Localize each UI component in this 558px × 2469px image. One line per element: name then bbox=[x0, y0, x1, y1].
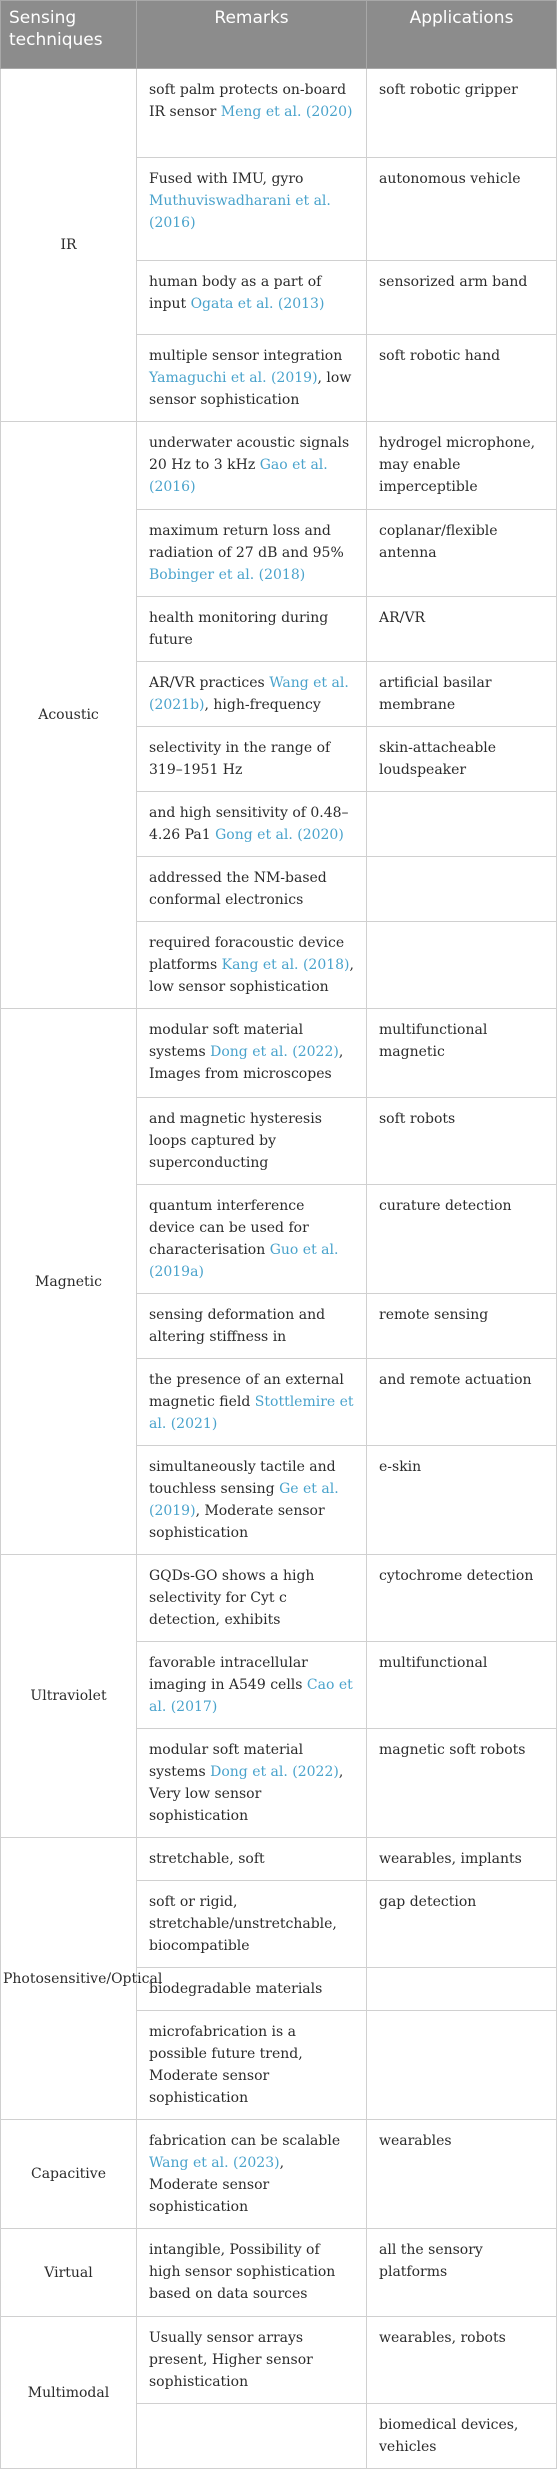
remark-suffix-text: , high-frequency bbox=[204, 697, 321, 713]
remark-text: sensing deformation and altering stiffness in bbox=[149, 1307, 326, 1345]
applications-cell: soft robots bbox=[367, 1098, 557, 1185]
citation-link[interactable]: Bobinger et al. (2018) bbox=[149, 567, 306, 583]
applications-cell: coplanar/flexible antenna bbox=[367, 510, 557, 597]
citation-link[interactable]: Ogata et al. (2013) bbox=[190, 296, 325, 312]
applications-cell bbox=[367, 922, 557, 1009]
applications-cell: and remote actuation bbox=[367, 1359, 557, 1446]
remark-text: GQDs-GO shows a high selectivity for Cyt c detection, exhibits bbox=[149, 1568, 315, 1628]
remark-suffix-text: , low sensor sophistication bbox=[149, 957, 354, 995]
applications-cell bbox=[367, 1968, 557, 2011]
remark-text: stretchable, soft bbox=[149, 1851, 265, 1867]
remark-text: intangible, Possibility of high sensor sophistication based on data sources bbox=[149, 2242, 336, 2302]
remark-text: Usually sensor arrays present, Higher sensor sophistication bbox=[149, 2330, 313, 2390]
applications-cell: curature detection bbox=[367, 1185, 557, 1294]
remarks-cell bbox=[137, 261, 367, 335]
remarks-cell bbox=[137, 1555, 367, 1642]
table-row bbox=[1, 1555, 557, 1642]
remark-text: soft palm protects on-board IR sensor bbox=[149, 82, 347, 120]
remark-text: favorable intracellular imaging in A549 cells bbox=[149, 1655, 308, 1693]
remark-text: the presence of an external magnetic field bbox=[149, 1372, 344, 1410]
remark-text: soft or rigid, stretchable/unstretchable, biocompatible bbox=[149, 1894, 337, 1954]
remarks-cell bbox=[137, 335, 367, 422]
applications-cell: gap detection bbox=[367, 1881, 557, 1968]
remarks-cell bbox=[137, 922, 367, 1009]
remark-text: modular soft material systems bbox=[149, 1022, 304, 1060]
sensing-technique-cell: IR bbox=[1, 69, 137, 422]
applications-cell: artificial basilar membrane bbox=[367, 662, 557, 727]
remark-text: selectivity in the range of 319–1951 Hz bbox=[149, 740, 331, 778]
citation-link[interactable]: Dong et al. (2022) bbox=[210, 1764, 339, 1780]
remarks-cell bbox=[137, 1009, 367, 1098]
applications-cell: soft robotic gripper bbox=[367, 69, 557, 158]
remarks-cell bbox=[137, 1729, 367, 1838]
remark-suffix-text: , low sensor sophistication bbox=[149, 370, 352, 408]
remarks-cell bbox=[137, 857, 367, 922]
sensing-technique-cell: Multimodal bbox=[1, 2317, 137, 2469]
remark-text: modular soft material systems bbox=[149, 1742, 304, 1780]
remark-suffix-text: , Moderate sensor sophistication bbox=[149, 2155, 285, 2215]
applications-cell: autonomous vehicle bbox=[367, 158, 557, 261]
citation-link[interactable]: Meng et al. (2020) bbox=[220, 104, 353, 120]
sensing-technique-cell: Photosensitive/Optical bbox=[1, 1838, 137, 2120]
header-sensing-techniques: Sensing techniques bbox=[1, 1, 137, 69]
applications-cell: magnetic soft robots bbox=[367, 1729, 557, 1838]
applications-cell: e-skin bbox=[367, 1446, 557, 1555]
remarks-cell bbox=[137, 662, 367, 727]
applications-cell bbox=[367, 792, 557, 857]
applications-cell: biomedical devices, vehicles bbox=[367, 2404, 557, 2469]
remark-text: human body as a part of input bbox=[149, 274, 322, 312]
citation-link[interactable]: Wang et al. (2021b) bbox=[149, 675, 349, 713]
table-row bbox=[1, 2317, 557, 2404]
table-row bbox=[1, 2229, 557, 2317]
applications-cell bbox=[367, 2011, 557, 2120]
citation-link[interactable]: Kang et al. (2018) bbox=[221, 957, 350, 973]
remark-text: fabrication can be scalable bbox=[149, 2133, 341, 2149]
citation-link[interactable]: Guo et al. (2019a) bbox=[149, 1242, 339, 1280]
remarks-cell bbox=[137, 158, 367, 261]
table-row bbox=[1, 1838, 557, 1881]
remark-text: AR/VR practices bbox=[149, 675, 270, 691]
sensing-technique-cell: Ultraviolet bbox=[1, 1555, 137, 1838]
remarks-cell bbox=[137, 1098, 367, 1185]
citation-link[interactable]: Wang et al. (2023) bbox=[149, 2155, 280, 2171]
remarks-cell bbox=[137, 1881, 367, 1968]
applications-cell: multifunctional bbox=[367, 1642, 557, 1729]
citation-link[interactable]: Gao et al. (2016) bbox=[149, 457, 328, 495]
applications-cell: sensorized arm band bbox=[367, 261, 557, 335]
remark-text: microfabrication is a possible future trend, Moderate sensor sophistication bbox=[149, 2024, 303, 2106]
remarks-cell bbox=[137, 1294, 367, 1359]
applications-cell: skin-attacheable loudspeaker bbox=[367, 727, 557, 792]
remark-text: and high sensitivity of 0.48–4.26 Pa1 bbox=[149, 805, 349, 843]
remark-text: and magnetic hysteresis loops captured by superconducting bbox=[149, 1111, 322, 1171]
citation-link[interactable]: Muthuviswadharani et al. (2016) bbox=[149, 193, 331, 231]
citation-link[interactable]: Yamaguchi et al. (2019) bbox=[149, 370, 318, 386]
header-row bbox=[1, 1, 557, 69]
remark-text: maximum return loss and radiation of 27 dB and 95% bbox=[149, 523, 344, 561]
sensing-technique-cell: Capacitive bbox=[1, 2120, 137, 2229]
remarks-cell bbox=[137, 1838, 367, 1881]
applications-cell: multifunctional magnetic bbox=[367, 1009, 557, 1098]
applications-cell: wearables, implants bbox=[367, 1838, 557, 1881]
table-body bbox=[1, 69, 557, 2469]
remarks-cell bbox=[137, 597, 367, 662]
remarks-cell bbox=[137, 510, 367, 597]
remarks-cell bbox=[137, 1968, 367, 2011]
applications-cell: remote sensing bbox=[367, 1294, 557, 1359]
remarks-cell bbox=[137, 2120, 367, 2229]
header-applications: Applications bbox=[367, 1, 557, 69]
remarks-cell bbox=[137, 422, 367, 510]
citation-link[interactable]: Gong et al. (2020) bbox=[215, 827, 344, 843]
citation-link[interactable]: Dong et al. (2022) bbox=[210, 1044, 339, 1060]
remark-text: simultaneously tactile and touchless sensing bbox=[149, 1459, 336, 1497]
remark-text: addressed the NM-based conformal electronics bbox=[149, 870, 327, 908]
sensing-technique-cell: Acoustic bbox=[1, 422, 137, 1009]
table-row bbox=[1, 422, 557, 510]
table-row bbox=[1, 1009, 557, 1098]
applications-cell: soft robotic hand bbox=[367, 335, 557, 422]
sensing-technique-cell: Virtual bbox=[1, 2229, 137, 2317]
remark-text: Fused with IMU, gyro bbox=[149, 171, 304, 187]
remark-suffix-text: , Moderate sensor sophistication bbox=[149, 1503, 325, 1541]
remark-suffix-text: , Very low sensor sophistication bbox=[149, 1764, 344, 1824]
remarks-cell bbox=[137, 1359, 367, 1446]
table-row bbox=[1, 69, 557, 158]
applications-cell: cytochrome detection bbox=[367, 1555, 557, 1642]
remarks-cell bbox=[137, 1446, 367, 1555]
applications-cell bbox=[367, 857, 557, 922]
sensing-technique-cell: Magnetic bbox=[1, 1009, 137, 1555]
remark-text: required foracoustic device platforms bbox=[149, 935, 345, 973]
citation-link[interactable]: Stottlemire et al. (2021) bbox=[149, 1394, 354, 1432]
remarks-cell bbox=[137, 2011, 367, 2120]
applications-cell: all the sensory platforms bbox=[367, 2229, 557, 2317]
remark-text: multiple sensor integration bbox=[149, 348, 343, 364]
remark-text: underwater acoustic signals 20 Hz to 3 kHz bbox=[149, 435, 350, 473]
remark-text: health monitoring during future bbox=[149, 610, 329, 648]
citation-link[interactable]: Ge et al. (2019) bbox=[149, 1481, 339, 1519]
remarks-cell bbox=[137, 792, 367, 857]
applications-cell: AR/VR bbox=[367, 597, 557, 662]
applications-cell: hydrogel microphone, may enable imperceptible bbox=[367, 422, 557, 510]
applications-cell: wearables, robots bbox=[367, 2317, 557, 2404]
applications-cell: wearables bbox=[367, 2120, 557, 2229]
remarks-cell bbox=[137, 1642, 367, 1729]
remarks-cell bbox=[137, 2317, 367, 2404]
remarks-cell bbox=[137, 1185, 367, 1294]
remarks-cell bbox=[137, 2404, 367, 2469]
table-row bbox=[1, 2120, 557, 2229]
remarks-cell bbox=[137, 2229, 367, 2317]
remark-suffix-text: , Images from microscopes bbox=[149, 1044, 344, 1082]
citation-link[interactable]: Cao et al. (2017) bbox=[149, 1677, 353, 1715]
remarks-cell bbox=[137, 727, 367, 792]
header-remarks: Remarks bbox=[137, 1, 367, 69]
remark-text: quantum interference device can be used for characterisation bbox=[149, 1198, 309, 1258]
remarks-cell bbox=[137, 69, 367, 158]
remark-text: biodegradable materials bbox=[149, 1981, 323, 1997]
